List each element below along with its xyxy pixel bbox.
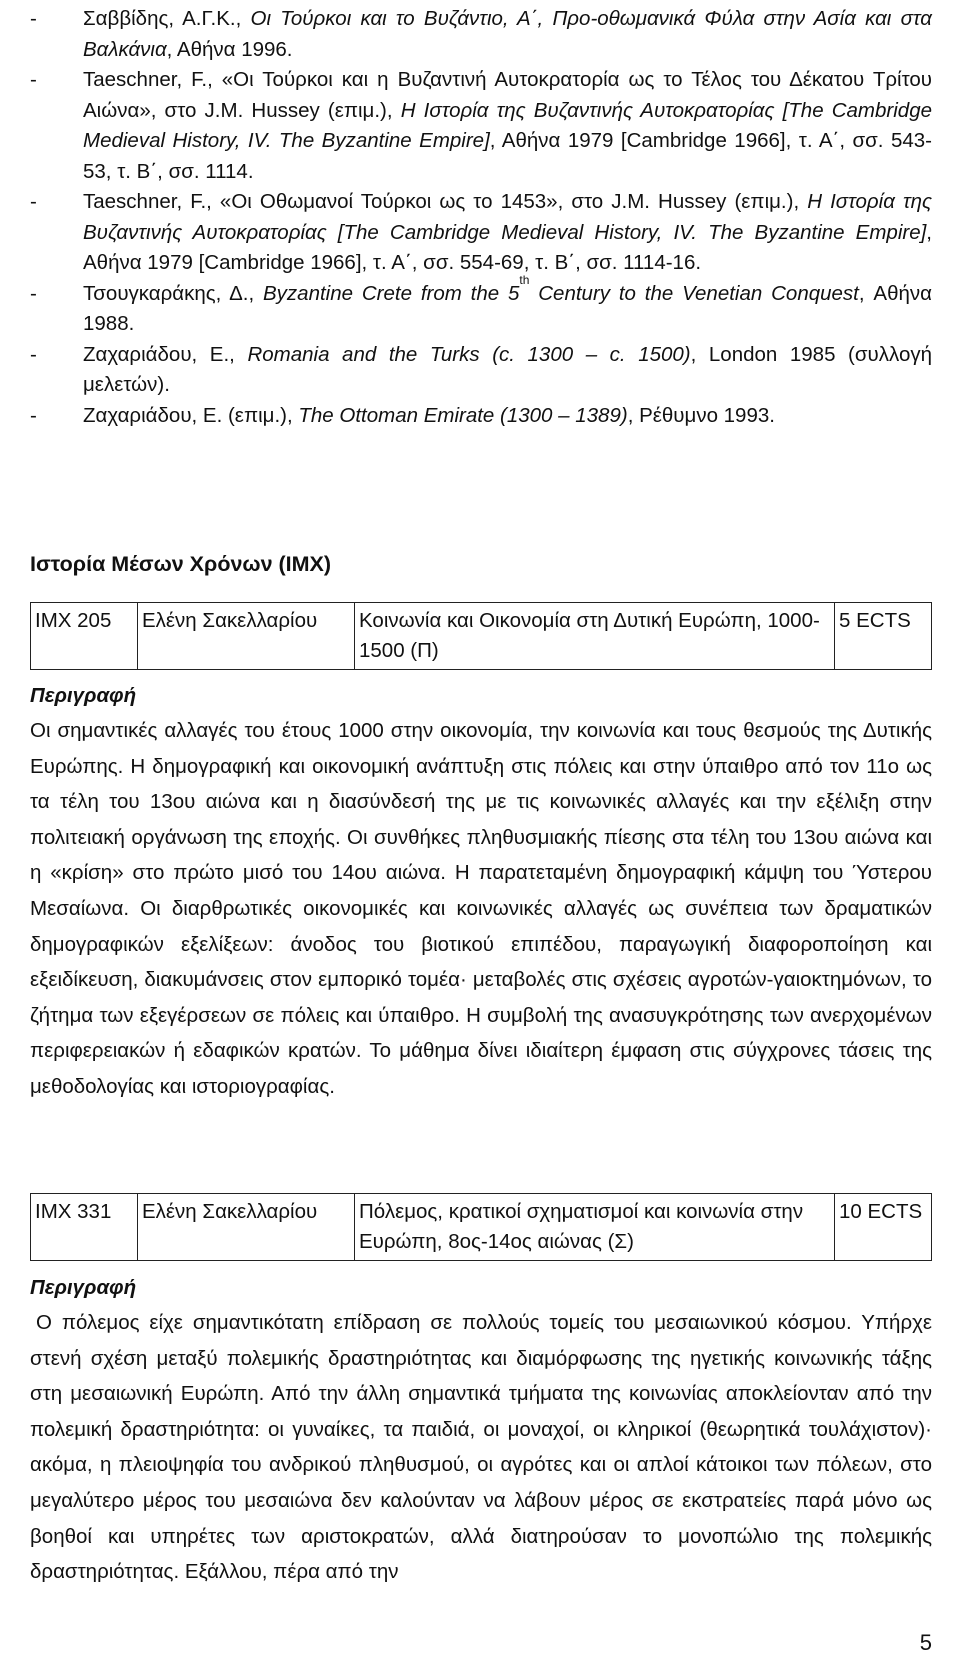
entry-text: Ζαχαριάδου, Ε.,	[83, 342, 248, 366]
course-ects: 10 ECTS	[835, 1194, 932, 1261]
entry-text: Taeschner, F., «Οι Τούρκοι και η Βυζαντινή Αυτοκρατορία ως το Τέλος του Δέκατου Τρίτου Αιώνα», στο J.M. Hussey (επιμ.),	[83, 68, 932, 122]
course-instructor: Ελένη Σακελλαρίου	[138, 603, 355, 670]
italic-title-text: The Ottoman Emirate (1300 – 1389)	[298, 403, 628, 427]
course-table-1	[30, 602, 932, 670]
course-table-2	[30, 1193, 932, 1261]
entry-text: , Ρέθυμνο 1993.	[627, 403, 775, 427]
entry-text: , Αθήνα 1988.	[83, 281, 932, 335]
italic-title-text: Η Ιστορία της Βυζαντινής Αυτοκρατορίας [The Cambridge Medieval History, IV. The Byzantine Empire]	[83, 190, 932, 244]
bibliography-list	[30, 4, 932, 431]
list-dash: -	[30, 7, 37, 30]
course-instructor: Ελένη Σακελλαρίου	[138, 1194, 355, 1261]
list-dash: -	[30, 190, 37, 213]
course-ects: 5 ECTS	[835, 603, 932, 670]
bibliography-entry	[30, 340, 932, 401]
description-label: Περιγραφή	[30, 684, 137, 707]
italic-title-text: Byzantine Crete from the 5	[263, 281, 520, 305]
course-row	[31, 1194, 932, 1261]
page-content	[30, 4, 932, 431]
course-code: ΙΜΧ 331	[31, 1194, 138, 1261]
entry-text: , Αθήνα 1996.	[166, 37, 293, 61]
course-description: Ο πόλεμος είχε σημαντικότατη επίδραση σε πολλούς τομείς του μεσαιωνικού κόσμου. Υπήρχε στενή σχέση μεταξύ πολεμικής δραστηριότητας και διαμόρφωσης της ηγετικής κοινωνικής τάξης στη μεσαιωνική Ευρώπη. Από την άλλη σημαντικά τμήματα της κοινωνίας αποκλείονταν από την πολεμική δραστηριότητα: οι γυναίκες, τα παιδιά, οι μοναχοί, οι κληρικοί (θεωρητικά τουλάχιστον)· ακόμα, η πλειοψηφία του ανδρικού πληθυσμού, οι αγρότες και οι απλοί κάτοικοι των πόλεων, στο μεγαλύτερο μέρος του μεσαιώνα δεν καλούνταν να λάβουν μέρος σε εκστρατείες παρά μόνο ως βοηθοί και υπηρέτες των αριστοκρατών, αλλά διατηρούσαν το μονοπώλιο της πολεμικής δραστηριότητας. Εξάλλου, πέρα από την	[30, 1311, 932, 1584]
superscript-text: th	[519, 272, 530, 287]
course-code: ΙΜΧ 205	[31, 603, 138, 670]
bibliography-entry	[30, 65, 932, 187]
bibliography-entry	[30, 401, 932, 432]
entry-text: , Αθήνα 1979 [Cambridge 1966], τ. Α΄, σσ. 543-53, τ. Β΄, σσ. 1114.	[83, 129, 932, 183]
italic-title-text: Οι Τούρκοι και το Βυζάντιο, Α΄, Προ-οθωμανικά Φύλα στην Ασία και στα Βαλκάνια	[83, 7, 933, 61]
course-description: Οι σημαντικές αλλαγές του έτους 1000 στην οικονομία, την κοινωνία και τους θεσμούς της Δυτικής Ευρώπης. Η δημογραφική και οικονομική ανάπτυξη στις πόλεις και στην ύπαιθρο από τον 11ο ως τα τέλη του 13ου αιώνα και η διασύνδεσή της με τις κοινωνικές αλλαγές και την εξέλιξη στην πολιτειακή οργάνωση της εποχής. Οι συνθήκες πληθυσμιακής πίεσης στα τέλη του 13ου αιώνα και η «κρίση» στο πρώτο μισό του 14ου αιώνα. Η παρατεταμένη δημογραφική κάμψη του Ύστερου Μεσαίωνα. Οι διαρθρωτικές οικονομικές και κοινωνικές αλλαγές ως συνέπεια των δραματικών δημογραφικών εξελίξεων: άνοδος του βιοτικού επιπέδου, παραγωγική διαφοροποίηση και εξειδίκευση, διακυμάνσεις στον εμπορικό τομέα· μεταβολές στις σχέσεις αγροτών-γαιοκτημόνων, το ζήτημα των εξεγέρσεων σε πόλεις και ύπαιθρο. Η συμβολή της ανασυγκρότησης των ανερχομένων περιφερειακών ή εδαφικών κρατών. Το μάθημα δίνει ιδιαίτερη έμφαση στις σύγχρονες τάσεις της μεθοδολογίας και ιστοριογραφίας.	[30, 719, 932, 1098]
entry-text: Taeschner, F., «Οι Οθωμανοί Τούρκοι ως το 1453», στο J.M. Hussey (επιμ.),	[83, 190, 808, 213]
entry-text: , London 1985 (συλλογή μελετών).	[83, 342, 932, 396]
list-dash: -	[30, 281, 37, 305]
italic-title-text: Century to the Venetian Conquest	[529, 281, 859, 305]
entry-text: Ζαχαριάδου, Ε. (επιμ.),	[83, 403, 299, 427]
list-dash: -	[30, 342, 37, 366]
italic-title-text: Η Ιστορία της Βυζαντινής Αυτοκρατορίας [The Cambridge Medieval History, IV. The Byzantine Empire]	[83, 98, 932, 152]
course-title: Πόλεμος, κρατικοί σχηματισμοί και κοινωνία στην Ευρώπη, 8ος-14ος αιώνας (Σ)	[355, 1194, 835, 1261]
bibliography-entry	[30, 272, 932, 340]
course-title: Κοινωνία και Οικονομία στη Δυτική Ευρώπη, 1000-1500 (Π)	[355, 603, 835, 670]
bibliography-entry	[30, 4, 932, 65]
bibliography-entry	[30, 187, 932, 279]
entry-text: Σαββίδης, Α.Γ.Κ.,	[83, 7, 251, 30]
entry-text: Τσουγκαράκης, Δ.,	[83, 281, 263, 305]
list-dash: -	[30, 403, 37, 427]
description-label: Περιγραφή	[30, 1276, 137, 1299]
entry-text: , Αθήνα 1979 [Cambridge 1966], τ. Α΄, σσ. 554-69, τ. Β΄, σσ. 1114-16.	[83, 220, 932, 274]
page-number: 5	[919, 1630, 932, 1655]
italic-title-text: Romania and the Turks (c. 1300 – c. 1500)	[247, 342, 691, 366]
course-row	[31, 603, 932, 670]
list-dash: -	[30, 68, 37, 91]
section-title: Ιστορία Μέσων Χρόνων (ΙΜΧ)	[30, 552, 332, 576]
